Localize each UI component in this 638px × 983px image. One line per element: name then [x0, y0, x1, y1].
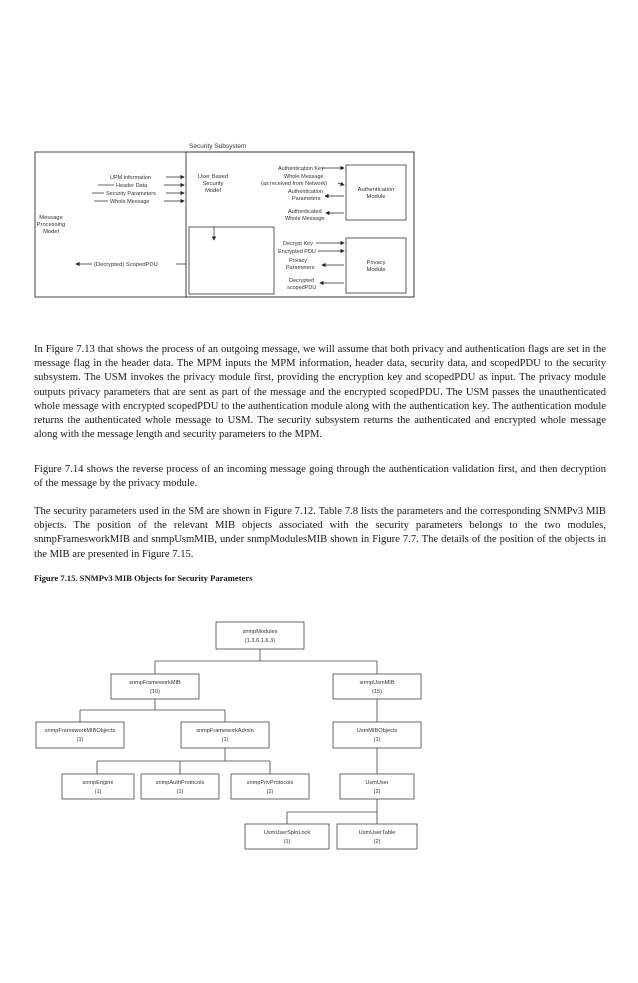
node-name: snmpFrameworkAdmin [196, 728, 254, 734]
node-name: snmpUsmMIB [359, 680, 395, 686]
auth-input-1: Authentication Key [278, 166, 324, 172]
mpm-input-4: Whole Message [110, 199, 150, 205]
usm-label-1: User Based [197, 174, 229, 180]
auth-input-2: Whole Message [284, 174, 324, 180]
paragraph-incoming-message: Figure 7.14 shows the reverse process of an incoming message going through the authentication validation first, and then decryption of the message by the privacy module. [34, 464, 606, 490]
security-subsystem-label: Security Subsystem [189, 143, 247, 150]
node-id: (1) [176, 789, 184, 795]
node-snmp-framework-mib-objects [36, 722, 124, 748]
node-id: (2) [266, 789, 274, 795]
node-name: snmpModules [242, 629, 278, 635]
node-snmp-auth-protocols [141, 774, 219, 799]
mib-tree-diagram [0, 600, 638, 860]
usm-inner-box [189, 227, 274, 294]
node-usm-user-spin-lock [245, 824, 329, 849]
privacy-module-label-1: Privacy [366, 260, 386, 266]
node-snmp-usm-mib [333, 674, 421, 699]
node-snmp-framework-admin [181, 722, 269, 748]
privacy-output-1: Decrypted [289, 278, 315, 284]
auth-module-label-2: Module [366, 194, 386, 200]
node-snmp-framework-mib [111, 674, 199, 699]
node-usm-mib-objects [333, 722, 421, 748]
outgoing-message-diagram [0, 0, 638, 340]
auth-input-3: (as received from Network) [261, 181, 328, 187]
node-usm-user-table [337, 824, 417, 849]
mpm-label-3: Model [43, 229, 59, 235]
mpm-label-2: Processing [36, 222, 66, 228]
node-name: UsmUserSpinLock [263, 830, 311, 836]
auth-module-label-1: Authentication [357, 187, 395, 193]
privacy-input-1: Decrypt Key [283, 241, 313, 247]
node-id: (1) [94, 789, 102, 795]
node-snmp-priv-protocols [231, 774, 309, 799]
node-name: snmpFrameworkMIB [129, 680, 181, 686]
privacy-params-2: Parameters [286, 265, 315, 271]
node-name: snmpAuthProtocols [155, 780, 205, 786]
figure-caption: Figure 7.15. SNMPv3 MIB Objects for Security Parameters [34, 573, 253, 583]
privacy-module-label-2: Module [366, 267, 386, 273]
auth-output-1: Authenticated [288, 209, 322, 215]
node-name: snmpEngine [82, 780, 114, 786]
node-name: snmpFrameworkMIBObjects [44, 728, 116, 734]
node-id: (2) [373, 789, 381, 795]
usm-label-3: Model [205, 188, 221, 194]
node-name: snmpPrivProtocols [246, 780, 294, 786]
mpm-label-1: Message [39, 215, 63, 221]
auth-params-2: Parameters [292, 196, 321, 202]
node-id: (2) [373, 839, 381, 845]
node-id: (10) [150, 689, 160, 695]
node-id: (1) [373, 737, 381, 743]
node-usm-user [340, 774, 414, 799]
node-id: (1.3.6.1.6.3) [244, 638, 276, 644]
paragraph-outgoing-message: In Figure 7.13 that shows the process of an outgoing message, we will assume that both privacy and authentication flags are set in the message flag in the header data. The MPM inputs the MPM information, header data, security data, and scopedPDU to the security subsystem. The USM invokes the privacy module first, providing the encryption key and scopedPDU as input. The privacy module outputs privacy parameters that are sent as part of the message and the encrypted scopedPDU. The USM passes the unauthenticated whole message with encrypted scopedPDU to the authentication module along with the authentication key. The authentication module returns the authenticated whole message to USM. The security subsystem returns the authenticated and encrypted whole message along with the message length and security parameters to the MPM. [34, 344, 606, 441]
node-snmp-engine [62, 774, 134, 799]
mpm-input-3: Security Parameters [106, 191, 156, 197]
paragraph-security-parameters: The security parameters used in the SM are shown in Figure 7.12. Table 7.8 lists the parameters and the corresponding SNMPv3 MIB objects. The position of the relevant MIB objects associated with the security parameters belongs to the two modules, snmpFramesworkMIB and snmpUsmMIB, under snmpModulesMIB shown in Figure 7.7. The details of the position of the objects in the MIB are presented in Figure 7.15. [34, 506, 606, 560]
node-id: (1) [76, 737, 84, 743]
auth-params-1: Authentication [288, 189, 323, 195]
mpm-input-2: Header Data [116, 183, 148, 189]
privacy-output-2: scopedPDU [287, 285, 317, 291]
decrypted-pdu-label: (Decrypted) ScopedPDU [94, 262, 158, 268]
node-name: UsmMIBObjects [356, 728, 398, 734]
node-id: (15) [372, 689, 382, 695]
mpm-input-1: UPM information [110, 175, 151, 181]
usm-label-2: Security [202, 181, 224, 187]
privacy-input-2: Encrypted PDU [278, 249, 316, 255]
node-name: UsmUser [365, 780, 389, 786]
auth-output-2: Whole Message [285, 216, 325, 222]
node-snmp-modules [216, 622, 304, 649]
node-id: (1) [221, 737, 229, 743]
node-id: (1) [283, 839, 291, 845]
privacy-params-1: Privacy [289, 258, 308, 264]
node-name: UsmUserTable [358, 830, 396, 836]
